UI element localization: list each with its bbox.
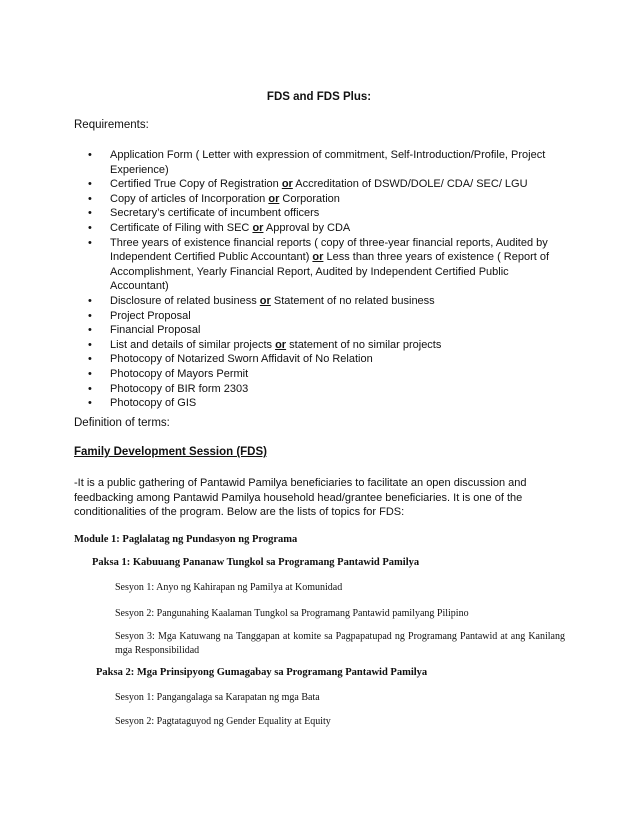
bullet-icon: • <box>88 353 92 366</box>
paksa-2-heading: Paksa 2: Mga Prinsipyong Gumagabay sa Programang Pantawid Pamilya <box>96 667 428 678</box>
requirement-or: or <box>312 251 324 264</box>
bullet-icon: • <box>88 397 92 410</box>
requirement-item <box>88 382 558 397</box>
requirement-item <box>88 294 558 309</box>
paksa-1-sesyon-2: Sesyon 2: Pangunahing Kaalaman Tungkol sa Programang Pantawid pamilyang Pilipino <box>115 608 469 619</box>
bullet-icon: • <box>88 178 92 191</box>
requirement-item <box>88 148 558 177</box>
requirement-text: Copy of articles of Incorporation <box>110 192 269 205</box>
requirement-item <box>88 367 558 382</box>
paksa-2-sesyon-1: Sesyon 1: Pangangalaga sa Karapatan ng mga Bata <box>115 692 320 703</box>
requirement-item <box>88 177 558 192</box>
bullet-icon: • <box>88 294 92 307</box>
requirement-text-after: Less than three years of existence ( Report of Accomplishment, Yearly Financial Report, Audited by Independent Certified Public Accountant) <box>110 251 550 293</box>
requirement-item <box>88 236 558 294</box>
bullet-icon: • <box>88 192 92 205</box>
requirement-text-after: Corporation <box>279 192 340 205</box>
requirement-text: Three years of existence financial reports ( copy of three-year financial reports, Audited by Independent Certified Public Accountant) <box>110 236 548 264</box>
requirement-item <box>88 309 558 324</box>
requirement-or: or <box>252 221 264 234</box>
requirement-or: or <box>281 178 293 191</box>
paksa-1-sesyon-1: Sesyon 1: Anyo ng Kahirapan ng Pamilya at Komunidad <box>115 582 343 593</box>
requirement-text-after: Approval by CDA <box>263 221 351 234</box>
bullet-icon: • <box>88 149 92 161</box>
requirement-text: Certificate of Filing with SEC <box>110 221 253 234</box>
requirement-text: Photocopy of Notarized Sworn Affidavit of No Relation <box>110 353 373 366</box>
requirement-item <box>88 206 558 221</box>
bullet-icon: • <box>88 207 92 220</box>
requirement-text: Photocopy of Mayors Permit <box>110 367 249 380</box>
bullet-icon: • <box>88 338 92 351</box>
requirement-text-after: statement of no similar projects <box>286 338 442 351</box>
paksa-1-heading: Paksa 1: Kabuuang Pananaw Tungkol sa Programang Pantawid Pamilya <box>92 557 420 568</box>
bullet-icon: • <box>88 367 92 380</box>
fds-description: -It is a public gathering of Pantawid Pamilya beneficiaries to facilitate an open discussion and feedbacking among Pantawid Pamilya household head/grantee beneficiaries. It is one of the conditionalities of the program. Below are the lists of topics for FDS: <box>74 477 527 519</box>
requirement-item <box>88 352 558 367</box>
requirement-item <box>88 221 558 236</box>
requirement-text: Photocopy of GIS <box>110 397 197 410</box>
requirement-text-after: Statement of no related business <box>270 294 435 307</box>
bullet-icon: • <box>88 236 92 249</box>
fds-heading: Family Development Session (FDS) <box>74 446 267 458</box>
requirement-item <box>88 396 558 411</box>
requirement-text: Photocopy of BIR form 2303 <box>110 382 249 395</box>
document-title: FDS and FDS Plus: <box>266 91 372 103</box>
requirement-text: List and details of similar projects <box>110 338 276 351</box>
requirements-list <box>88 148 558 411</box>
requirement-or: or <box>259 294 271 307</box>
bullet-icon: • <box>88 382 92 395</box>
requirement-or: or <box>268 192 280 205</box>
requirement-text: Application Form ( Letter with expression of commitment, Self-Introduction/Profile, Project Experience) <box>110 149 546 176</box>
requirement-item <box>88 323 558 338</box>
bullet-icon: • <box>88 221 92 234</box>
bullet-icon: • <box>88 324 92 337</box>
requirement-item <box>88 192 558 207</box>
requirement-text: Financial Proposal <box>110 324 201 337</box>
requirement-item <box>88 338 558 353</box>
bullet-icon: • <box>88 309 92 322</box>
requirement-text: Certified True Copy of Registration <box>110 178 282 191</box>
requirement-or: or <box>275 338 287 351</box>
module-1-heading: Module 1: Paglalatag ng Pundasyon ng Programa <box>74 534 298 545</box>
paksa-2-sesyon-2: Sesyon 2: Pagtataguyod ng Gender Equality at Equity <box>115 716 331 727</box>
requirements-label: Requirements: <box>74 119 149 131</box>
requirement-text-after: Accreditation of DSWD/DOLE/ CDA/ SEC/ LGU <box>292 178 528 191</box>
requirement-text: Disclosure of related business <box>110 294 260 307</box>
requirement-text: Secretary’s certificate of incumbent officers <box>110 207 320 220</box>
definition-label: Definition of terms: <box>74 417 170 429</box>
requirement-text: Project Proposal <box>110 309 191 322</box>
paksa-1-sesyon-3: Sesyon 3: Mga Katuwang na Tanggapan at komite sa Pagpapatupad ng Programang Pantawid at ang Kanilang mga Responsibilidad <box>115 631 565 656</box>
